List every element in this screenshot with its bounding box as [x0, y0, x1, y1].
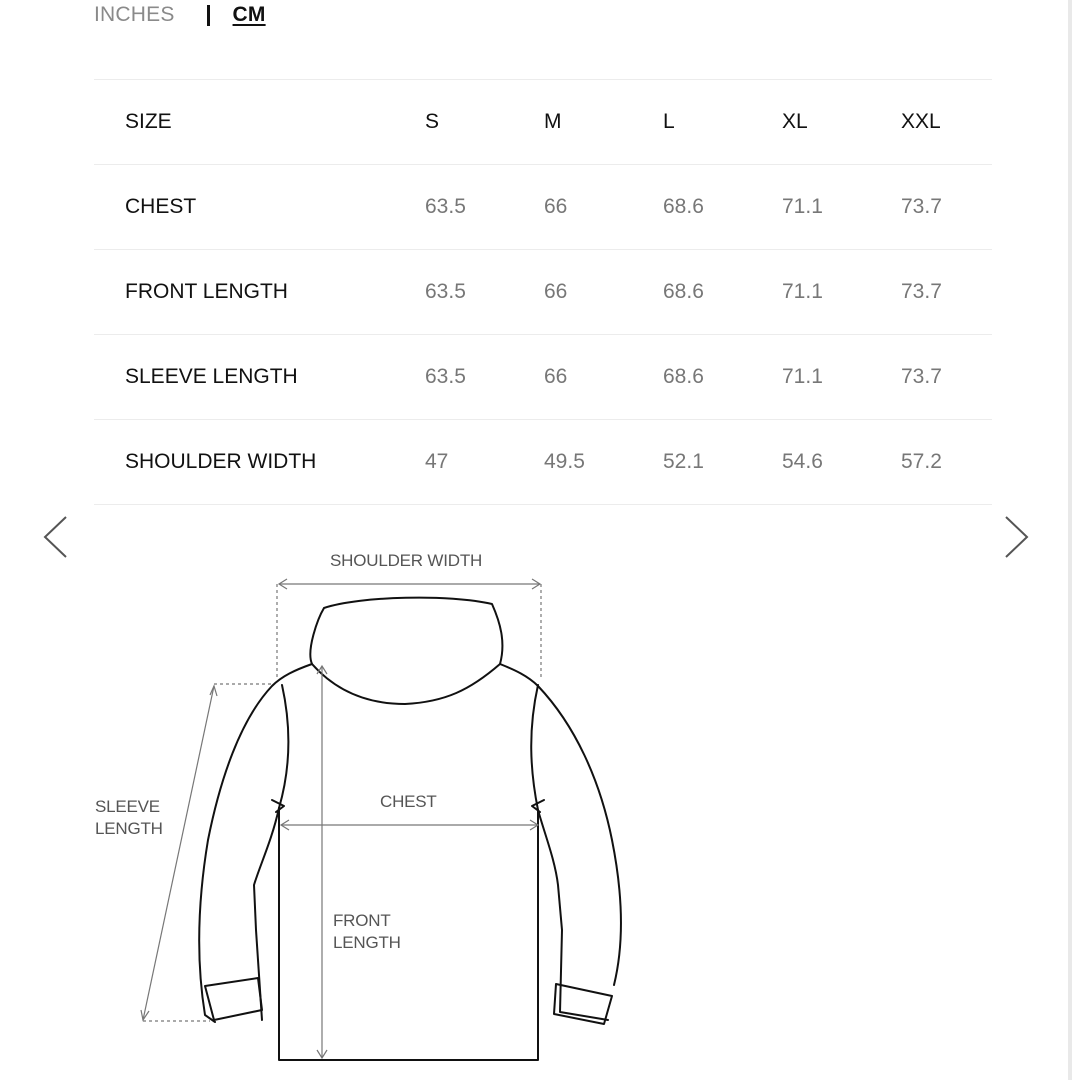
table-row-front-length [94, 250, 992, 335]
table-row-chest [94, 165, 992, 250]
chest-label: CHEST [380, 792, 437, 811]
row-value: 66 [544, 195, 568, 218]
row-value: 71.1 [782, 280, 823, 303]
row-value: 66 [544, 365, 568, 388]
row-label: FRONT LENGTH [125, 280, 288, 303]
row-value: 73.7 [901, 195, 942, 218]
row-value: 68.6 [663, 280, 704, 303]
unit-inches-option[interactable]: INCHES [94, 3, 175, 26]
row-value: 63.5 [425, 195, 466, 218]
header-label: SIZE [125, 110, 172, 133]
row-value: 63.5 [425, 365, 466, 388]
header-size: S [425, 110, 440, 133]
row-value: 68.6 [663, 365, 704, 388]
row-value: 47 [425, 450, 449, 473]
row-value: 63.5 [425, 280, 466, 303]
table-row-shoulder-width [94, 420, 992, 505]
page-edge-rule [1068, 0, 1072, 1080]
table-row-sleeve-length [94, 335, 992, 420]
row-value: 73.7 [901, 365, 942, 388]
row-value: 68.6 [663, 195, 704, 218]
row-value: 66 [544, 280, 568, 303]
size-chart-table [94, 79, 992, 505]
unit-cm-option[interactable]: CM [232, 3, 266, 26]
carousel-next-button[interactable] [1002, 513, 1032, 561]
row-value: 49.5 [544, 450, 585, 473]
shoulder-width-label: SHOULDER WIDTH [330, 551, 483, 570]
row-value: 71.1 [782, 195, 823, 218]
row-label: SLEEVE LENGTH [125, 365, 298, 388]
row-value: 57.2 [901, 450, 942, 473]
row-label: CHEST [125, 195, 197, 218]
row-value: 54.6 [782, 450, 823, 473]
front-length-label-line2: LENGTH [333, 933, 401, 952]
header-size: M [544, 110, 562, 133]
row-value: 73.7 [901, 280, 942, 303]
header-size: L [663, 110, 675, 133]
chevron-right-icon [1002, 513, 1032, 561]
row-value: 52.1 [663, 450, 704, 473]
unit-separator [207, 5, 210, 26]
row-label: SHOULDER WIDTH [125, 450, 317, 473]
header-size: XL [782, 110, 808, 133]
hoodie-measurement-diagram [0, 540, 700, 1080]
table-header-row [94, 80, 992, 165]
header-size: XXL [901, 110, 941, 133]
sleeve-length-label-line2: LENGTH [95, 819, 163, 838]
sleeve-length-label-line1: SLEEVE [95, 797, 160, 816]
front-length-label [333, 910, 401, 954]
sleeve-length-label [95, 796, 163, 840]
front-length-label-line1: FRONT [333, 911, 391, 930]
unit-toggle [94, 2, 266, 28]
row-value: 71.1 [782, 365, 823, 388]
